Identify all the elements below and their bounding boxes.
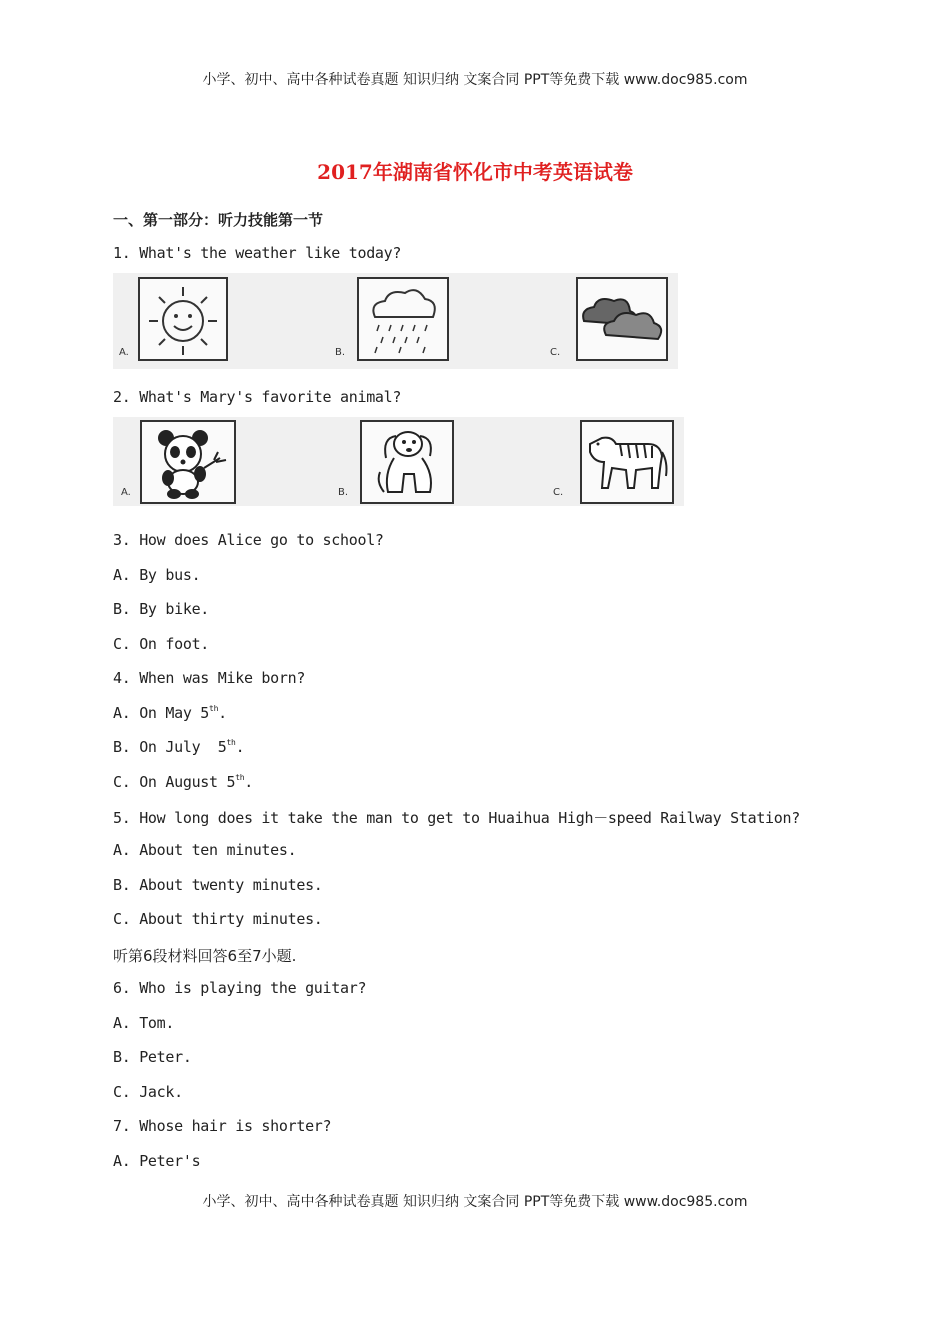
q1-option-c-image[interactable] — [576, 277, 668, 361]
q1-option-c-label: C. — [550, 347, 561, 358]
q3-option-a[interactable]: A. By bus. — [113, 566, 201, 584]
q3-option-c[interactable]: C. On foot. — [113, 635, 210, 653]
q1-option-b-image[interactable] — [357, 277, 449, 361]
q5-option-c[interactable]: C. About thirty minutes. — [113, 910, 323, 928]
question-6: 6. Who is playing the guitar? — [113, 979, 367, 997]
tiger-icon — [582, 422, 672, 502]
q2-option-c-label: C. — [553, 487, 564, 498]
q7-option-a[interactable]: A. Peter's — [113, 1152, 201, 1170]
section-heading: 一、第一部分：听力技能第一节 — [113, 211, 324, 229]
q2-picture-options — [113, 417, 684, 506]
question-1: 1. What's the weather like today? — [113, 244, 402, 262]
q4-option-b[interactable] — [113, 738, 244, 756]
q2-option-a-label: A. — [121, 487, 131, 498]
period: . — [244, 773, 254, 791]
q3-option-b[interactable]: B. By bike. — [113, 600, 210, 618]
q1-option-a-label: A. — [119, 347, 129, 358]
sun-icon — [140, 279, 226, 359]
question-4: 4. When was Mike born? — [113, 669, 306, 687]
q6-option-a[interactable]: A. Tom. — [113, 1014, 175, 1032]
q2-option-a-image[interactable] — [140, 420, 236, 504]
page-header: 小学、初中、高中各种试卷真题 知识归纳 文案合同 PPT等免费下载 www.doc985.com — [202, 72, 748, 88]
q1-option-b-label: B. — [335, 347, 346, 358]
rain-cloud-icon — [359, 279, 447, 359]
page-footer: 小学、初中、高中各种试卷真题 知识归纳 文案合同 PPT等免费下载 www.doc985.com — [202, 1194, 748, 1210]
ordinal-suffix: th — [235, 773, 245, 782]
q5-option-a[interactable]: A. About ten minutes. — [113, 841, 297, 859]
question-7: 7. Whose hair is shorter? — [113, 1117, 332, 1135]
q6-option-b[interactable]: B. Peter. — [113, 1048, 192, 1066]
q4-option-b-text: B. On July 5 — [113, 738, 227, 756]
q4-option-a[interactable] — [113, 704, 227, 722]
q2-option-b-image[interactable] — [360, 420, 454, 504]
panda-icon — [142, 422, 234, 502]
ordinal-suffix: th — [226, 738, 236, 747]
q4-option-c[interactable] — [113, 773, 253, 791]
q1-option-a-image[interactable] — [138, 277, 228, 361]
q1-picture-options — [113, 273, 678, 369]
period: . — [218, 704, 227, 722]
q6-option-c[interactable]: C. Jack. — [113, 1083, 183, 1101]
cloudy-icon — [578, 279, 666, 359]
question-5: 5. How long does it take the man to get to Huaihua High－speed Railway Station? — [113, 809, 800, 827]
q2-option-c-image[interactable] — [580, 420, 674, 504]
q5-option-b[interactable]: B. About twenty minutes. — [113, 876, 323, 894]
q4-option-a-text: A. On May 5 — [113, 704, 210, 722]
dog-icon — [362, 422, 452, 502]
q4-option-c-text: C. On August 5 — [113, 773, 236, 791]
question-3: 3. How does Alice go to school? — [113, 531, 384, 549]
period: . — [235, 738, 245, 756]
listening-instruction: 听第6段材料回答6至7小题. — [113, 947, 297, 965]
ordinal-suffix: th — [209, 704, 219, 713]
q2-option-b-label: B. — [338, 487, 349, 498]
page-title: 2017年湖南省怀化市中考英语试卷 — [317, 160, 633, 184]
question-2: 2. What's Mary's favorite animal? — [113, 388, 402, 406]
